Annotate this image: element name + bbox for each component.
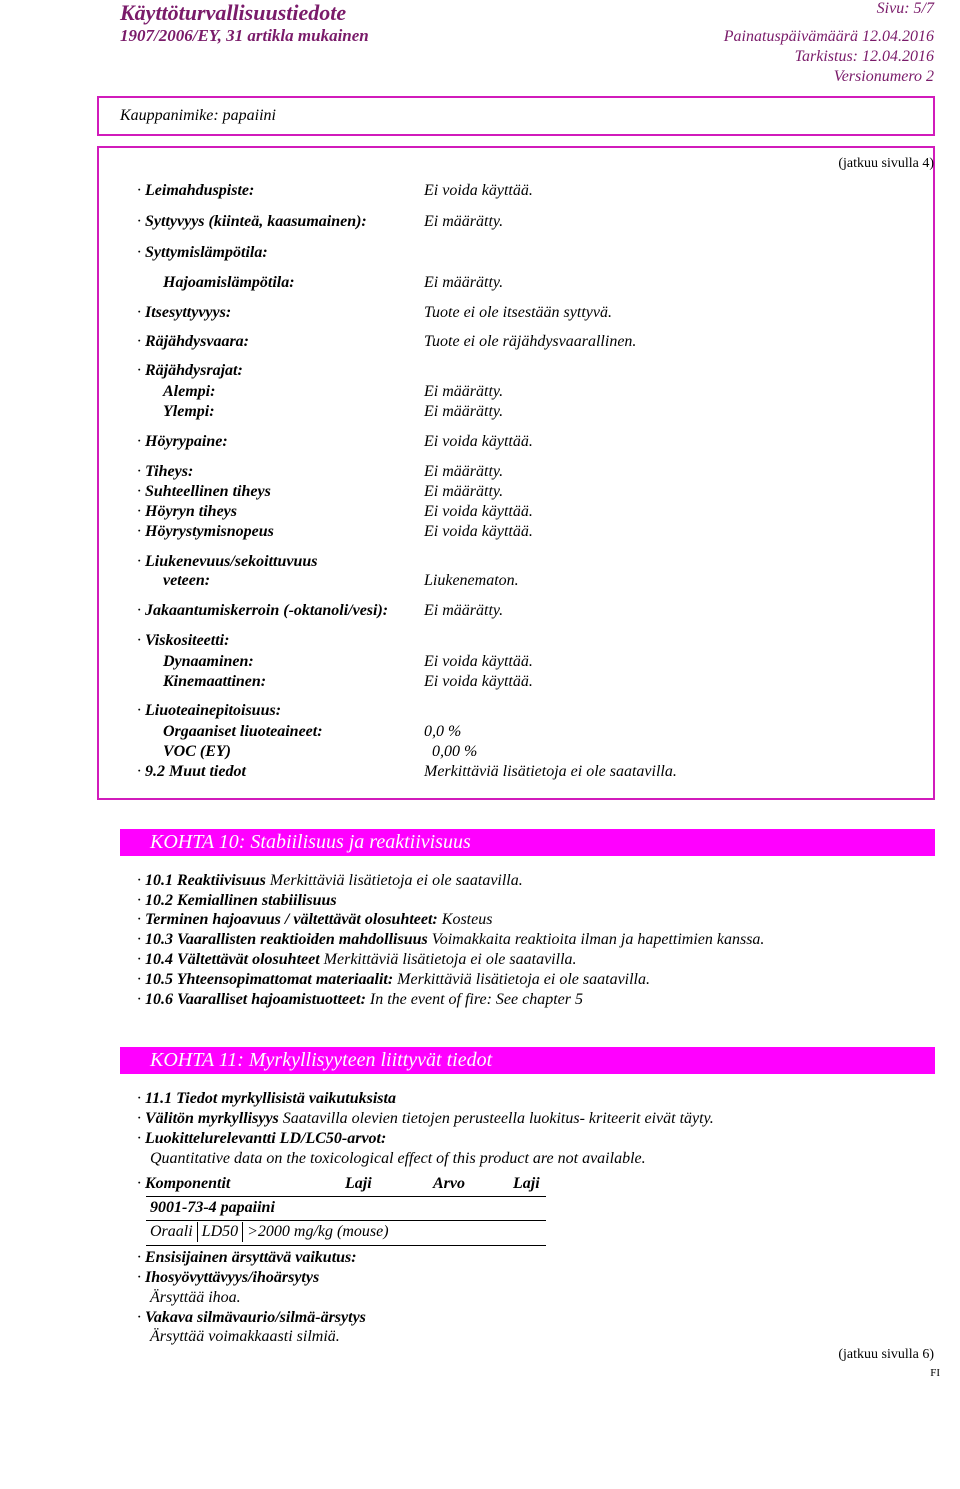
- s10-reactivity: · 10.1 Reaktiivisuus Merkittäviä lisätietoja ei ole saatavilla.: [137, 872, 523, 890]
- s11-ld-lc50: · Luokittelurelevantti LD/LC50-arvot:: [137, 1130, 386, 1148]
- s10-decomposition: · 10.6 Vaaralliset hajoamistuotteet: In the event of fire: See chapter 5: [137, 991, 583, 1009]
- component-name: 9001-73-4 papaiini: [150, 1199, 275, 1216]
- table-row: [146, 1222, 393, 1242]
- dynamic-viscosity-value: Ei voida käyttää.: [424, 653, 533, 670]
- flammability-value: Ei määrätty.: [424, 213, 504, 230]
- s10-stability: · 10.2 Kemiallinen stabiilisuus: [137, 892, 337, 910]
- s11-eye-effect: Ärsyttää voimakkaasti silmiä.: [150, 1328, 340, 1345]
- col-species: Laji: [345, 1175, 372, 1192]
- flash-point-value: Ei voida käyttää.: [424, 182, 533, 199]
- self-ignition-label: · Itsesyttyvyys:: [137, 304, 231, 322]
- page-number: Sivu: 5/7: [876, 0, 934, 17]
- solubility-label: · Liukenevuus/sekoittuvuus: [137, 553, 317, 571]
- s10-thermal: · Terminen hajoavuus / vältettävät olosuhteet: Kosteus: [137, 911, 492, 929]
- density-label: · Tiheys:: [137, 463, 193, 481]
- continued-to: (jatkuu sivulla 6): [838, 1347, 934, 1362]
- organic-solvents-label: Orgaaniset liuoteaineet:: [163, 723, 323, 740]
- solvent-content-label: · Liuoteainepitoisuus:: [137, 702, 281, 720]
- organic-solvents-value: 0,0 %: [424, 723, 462, 740]
- table-divider-3: [146, 1245, 546, 1246]
- print-date: Painatuspäivämäärä 12.04.2016: [723, 28, 934, 45]
- component-table-header: [137, 1175, 540, 1193]
- s11-skin-corrosion: · Ihosyövyttävyys/ihoärsytys: [137, 1269, 319, 1287]
- evaporation-rate-value: Ei voida käyttää.: [424, 523, 533, 540]
- decomposition-temp-label: Hajoamislämpötila:: [163, 274, 295, 291]
- lower-limit-value: Ei määrätty.: [424, 383, 504, 400]
- s11-primary-irritant: · Ensisijainen ärsyttävä vaikutus:: [137, 1249, 357, 1267]
- kinematic-viscosity-value: Ei voida käyttää.: [424, 673, 533, 690]
- vapor-density-label: · Höyryn tiheys: [137, 503, 237, 521]
- s11-eye-damage: · Vakava silmävaurio/silmä-ärsytys: [137, 1309, 366, 1327]
- explosion-hazard-label: · Räjähdysvaara:: [137, 333, 249, 351]
- flash-point-label: · Leimahduspiste:: [137, 182, 254, 200]
- s10-incompatible: · 10.5 Yhteensopimattomat materiaalit: Merkittäviä lisätietoja ei ole saatavilla.: [137, 971, 650, 989]
- s11-quantitative-note: Quantitative data on the toxicological effect of this product are not available.: [150, 1150, 646, 1167]
- vapor-pressure-label: · Höyrypaine:: [137, 433, 228, 451]
- s11-acute-toxicity: · Välitön myrkyllisyys Saatavilla olevien tietojen perusteella luokitus- kriteerit eivät täyty.: [137, 1110, 714, 1128]
- lower-limit-label: Alempi:: [163, 383, 216, 400]
- col-species-2: Laji: [513, 1175, 540, 1192]
- voc-value: 0,00 %: [432, 743, 478, 760]
- relative-density-value: Ei määrätty.: [424, 483, 504, 500]
- density-value: Ei määrätty.: [424, 463, 504, 480]
- col-components: Komponentit: [145, 1175, 231, 1192]
- continued-from: (jatkuu sivulla 4): [838, 156, 934, 171]
- document-title: Käyttöturvallisuustiedote: [120, 0, 347, 25]
- self-ignition-value: Tuote ei ole itsestään syttyvä.: [424, 304, 612, 321]
- dynamic-viscosity-label: Dynaaminen:: [163, 653, 254, 670]
- s10-conditions-avoid: · 10.4 Vältettävät olosuhteet Merkittäviä lisätietoja ei ole saatavilla.: [137, 951, 577, 969]
- decomposition-temp-value: Ei määrätty.: [424, 274, 504, 291]
- other-info-label: · 9.2 Muut tiedot: [137, 763, 246, 781]
- section10-banner: KOHTA 10: Stabiilisuus ja reaktiivisuus: [120, 829, 935, 856]
- explosion-hazard-value: Tuote ei ole räjähdysvaarallinen.: [424, 333, 637, 350]
- regulation-subtitle: 1907/2006/EY, 31 artikla mukainen: [120, 26, 369, 45]
- partition-coefficient-label: · Jakaantumiskerroin (-oktanoli/vesi):: [137, 602, 388, 620]
- kinematic-viscosity-label: Kinemaattinen:: [163, 673, 267, 690]
- type-cell: LD50: [197, 1222, 242, 1242]
- explosion-limits-label: · Räjähdysrajat:: [137, 362, 243, 380]
- version-number: Versionumero 2: [833, 68, 934, 85]
- value-cell: >2000 mg/kg (mouse): [247, 1223, 389, 1240]
- other-info-value: Merkittäviä lisätietoja ei ole saatavilla.: [424, 763, 677, 780]
- partition-coefficient-value: Ei määrätty.: [424, 602, 504, 619]
- solubility-label-water: veteen:: [163, 572, 211, 589]
- col-value: Arvo: [433, 1175, 465, 1192]
- table-divider-2: [146, 1220, 546, 1221]
- toxicity-table: [146, 1222, 393, 1242]
- relative-density-label: · Suhteellinen tiheys: [137, 483, 271, 501]
- trade-name: Kauppanimike: papaiini: [120, 107, 276, 124]
- s11-toxic-effects: · 11.1 Tiedot myrkyllisistä vaikutuksista: [137, 1090, 396, 1108]
- language-code: FI: [930, 1367, 940, 1379]
- section11-banner: KOHTA 11: Myrkyllisyyteen liittyvät tiedot: [120, 1047, 935, 1074]
- revision-date: Tarkistus: 12.04.2016: [794, 48, 934, 65]
- solubility-value: Liukenematon.: [424, 572, 519, 589]
- vapor-pressure-value: Ei voida käyttää.: [424, 433, 533, 450]
- voc-label: VOC (EY): [163, 743, 231, 760]
- ignition-temp-label: · Syttymislämpötila:: [137, 244, 268, 262]
- upper-limit-value: Ei määrätty.: [424, 403, 504, 420]
- route-cell: Oraali: [146, 1222, 197, 1242]
- upper-limit-label: Ylempi:: [163, 403, 215, 420]
- table-divider: [146, 1196, 546, 1197]
- vapor-density-value: Ei voida käyttää.: [424, 503, 533, 520]
- viscosity-label: · Viskositeetti:: [137, 632, 229, 650]
- flammability-label: · Syttyvyys (kiinteä, kaasumainen):: [137, 213, 367, 231]
- s10-hazardous-reactions: · 10.3 Vaarallisten reaktioiden mahdollisuus Voimakkaita reaktioita ilman ja hapettimien kanssa.: [137, 931, 764, 949]
- s11-skin-effect: Ärsyttää ihoa.: [150, 1289, 241, 1306]
- evaporation-rate-label: · Höyrystymisnopeus: [137, 523, 274, 541]
